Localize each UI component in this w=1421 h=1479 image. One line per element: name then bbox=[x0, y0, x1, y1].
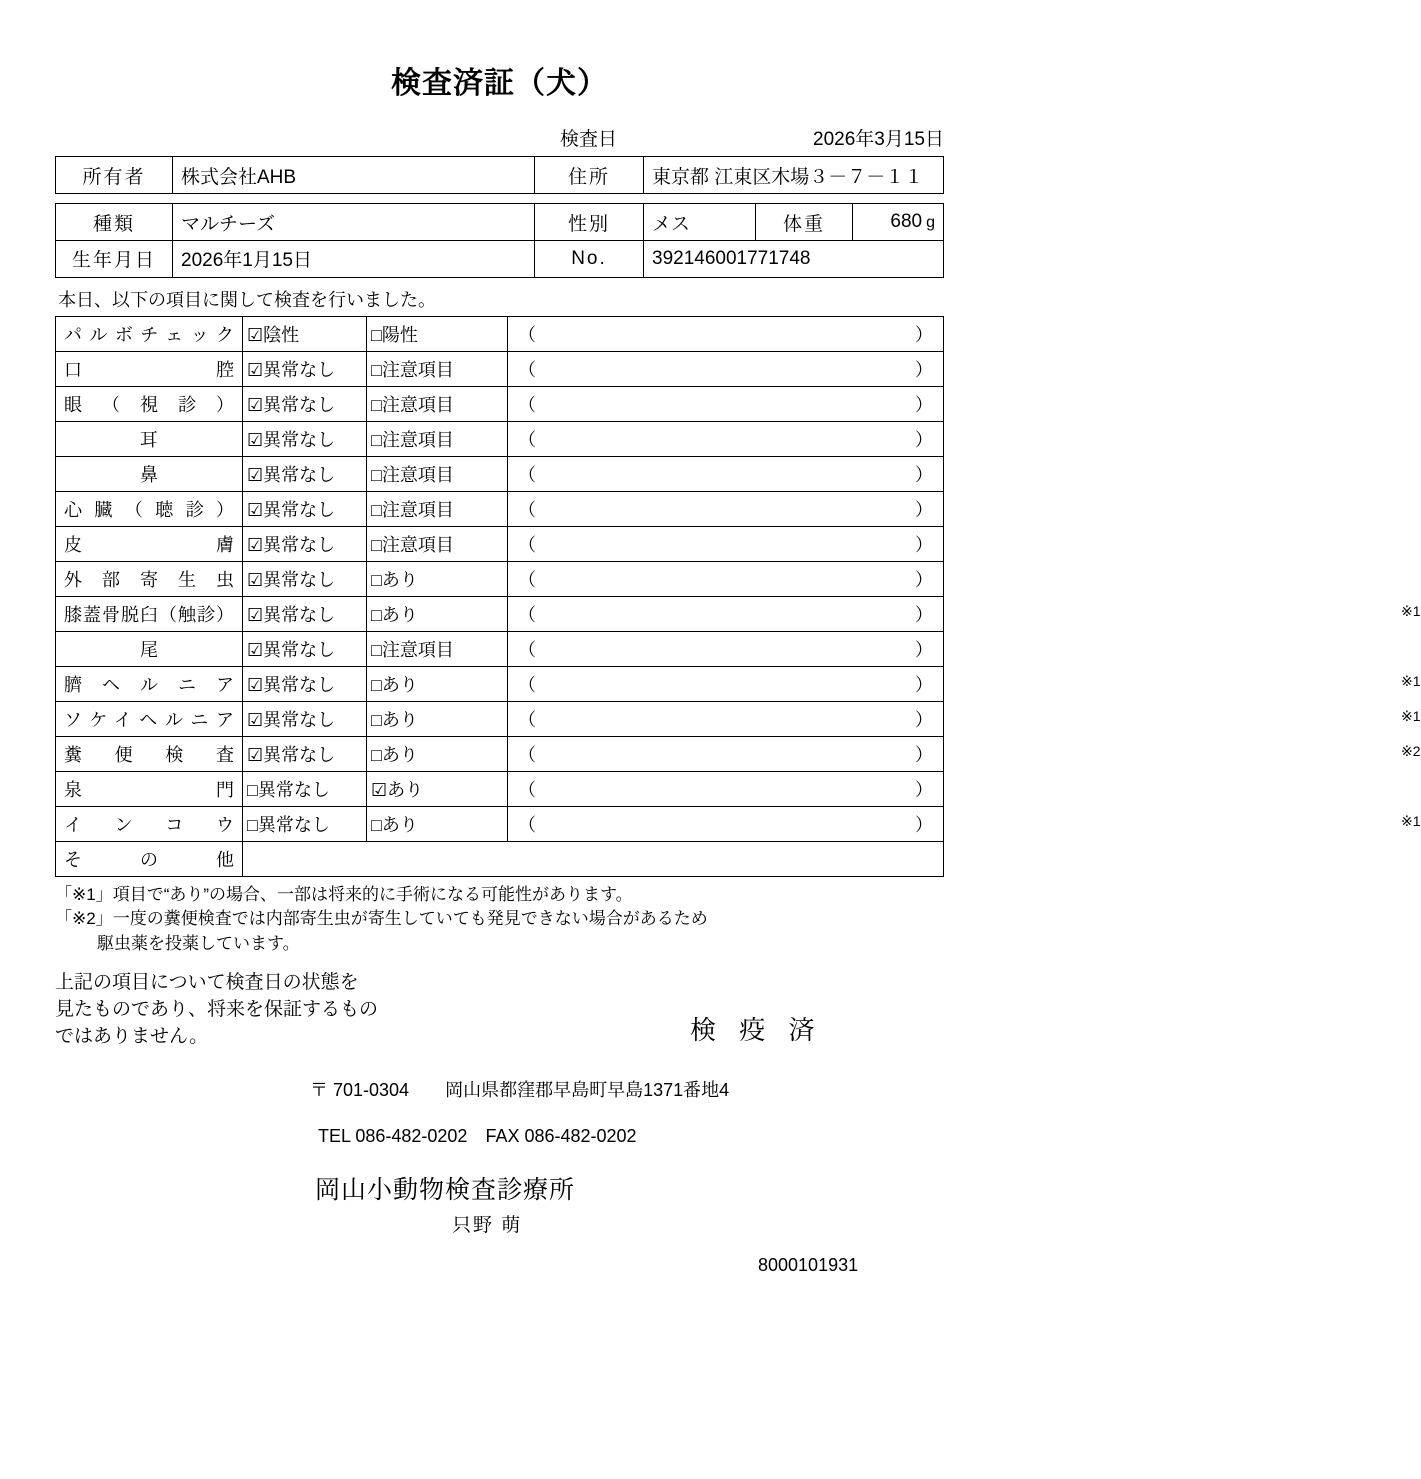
option-a-label: 異常なし bbox=[263, 744, 336, 765]
item-label: 鼻 bbox=[56, 456, 243, 491]
option-a-checkbox[interactable] bbox=[243, 561, 367, 596]
paren-open: （ bbox=[518, 534, 536, 555]
item-label: 眼（視診） bbox=[56, 386, 243, 421]
owner-value: 株式会社AHB bbox=[173, 157, 535, 194]
option-a-label: 異常なし bbox=[263, 464, 336, 485]
option-a-checkbox[interactable] bbox=[243, 771, 367, 806]
remark-field[interactable] bbox=[508, 771, 944, 806]
option-b-checkbox[interactable] bbox=[367, 351, 508, 386]
other-label: その他 bbox=[56, 841, 243, 876]
birth-value: 2026年1月15日 bbox=[173, 240, 535, 277]
option-a-checkbox[interactable] bbox=[243, 631, 367, 666]
option-a-checkbox[interactable] bbox=[243, 596, 367, 631]
clinic-telephone: TEL 086-482-0202 FAX 086-482-0202 bbox=[318, 1126, 637, 1147]
unchecked-box-icon: □ bbox=[371, 394, 382, 415]
checked-box-icon: ☑ bbox=[247, 394, 264, 415]
option-b-checkbox[interactable] bbox=[367, 666, 508, 701]
table-row bbox=[56, 771, 944, 806]
owner-row bbox=[56, 157, 944, 194]
note-marker: ※2 bbox=[1401, 743, 1421, 759]
inspection-date-row bbox=[0, 124, 999, 150]
option-a-label: 陰性 bbox=[263, 324, 300, 345]
checked-box-icon: ☑ bbox=[247, 534, 264, 555]
breed-sex-weight-table bbox=[55, 203, 944, 241]
remark-field[interactable] bbox=[508, 386, 944, 421]
item-label: 耳 bbox=[56, 421, 243, 456]
option-b-checkbox[interactable] bbox=[367, 316, 508, 351]
no-value: 392146001771748 bbox=[644, 240, 944, 277]
option-b-label: 注意項目 bbox=[381, 499, 454, 520]
unchecked-box-icon: □ bbox=[371, 464, 382, 485]
option-a-checkbox[interactable] bbox=[243, 806, 367, 841]
item-label: 心臓（聴診） bbox=[56, 491, 243, 526]
table-row bbox=[56, 806, 944, 841]
remark-field[interactable] bbox=[508, 561, 944, 596]
item-label: 外部寄生虫 bbox=[56, 561, 243, 596]
option-a-checkbox[interactable] bbox=[243, 701, 367, 736]
item-label: 糞便検査 bbox=[56, 736, 243, 771]
paren-close: ） bbox=[915, 639, 933, 660]
option-a-label: 異常なし bbox=[263, 394, 336, 415]
intro-text: 本日、以下の項目に関して検査を行いました。 bbox=[58, 289, 436, 310]
table-row bbox=[56, 386, 944, 421]
item-label: 膝蓋骨脱臼（触診） bbox=[56, 596, 243, 631]
option-a-checkbox[interactable] bbox=[243, 386, 367, 421]
unchecked-box-icon: □ bbox=[371, 639, 382, 660]
paren-close: ） bbox=[915, 569, 933, 590]
unchecked-box-icon: □ bbox=[371, 324, 382, 345]
option-b-label: 陽性 bbox=[381, 324, 418, 345]
unchecked-box-icon: □ bbox=[371, 744, 382, 765]
option-a-checkbox[interactable] bbox=[243, 316, 367, 351]
table-row bbox=[56, 736, 944, 771]
option-a-checkbox[interactable] bbox=[243, 491, 367, 526]
sex-value: メス bbox=[644, 204, 756, 241]
option-b-label: あり bbox=[387, 779, 424, 800]
remark-field[interactable] bbox=[508, 736, 1421, 771]
option-b-label: 注意項目 bbox=[381, 534, 454, 555]
item-label: ソケイヘルニア bbox=[56, 701, 243, 736]
quarantine-stamp: 検 疫 済 bbox=[690, 1015, 823, 1046]
unchecked-box-icon: □ bbox=[371, 674, 382, 695]
disclaimer-line-3: ではありません。 bbox=[55, 1026, 209, 1048]
option-b-checkbox[interactable] bbox=[367, 386, 508, 421]
remark-field[interactable] bbox=[508, 701, 1421, 736]
paren-open: （ bbox=[518, 429, 536, 450]
unchecked-box-icon: □ bbox=[247, 779, 258, 800]
unchecked-box-icon: □ bbox=[371, 499, 382, 520]
option-b-label: 注意項目 bbox=[381, 464, 454, 485]
option-a-label: 異常なし bbox=[263, 674, 336, 695]
option-b-checkbox[interactable] bbox=[367, 561, 508, 596]
serial-number: 8000101931 bbox=[758, 1255, 859, 1276]
option-a-label: 異常なし bbox=[263, 639, 336, 660]
item-label: 皮膚 bbox=[56, 526, 243, 561]
checked-box-icon: ☑ bbox=[247, 359, 264, 380]
table-gap-1 bbox=[55, 194, 944, 203]
paren-open: （ bbox=[518, 674, 536, 695]
footer-block bbox=[0, 970, 999, 1276]
paren-open: （ bbox=[518, 779, 536, 800]
option-a-checkbox[interactable] bbox=[243, 456, 367, 491]
paren-close: ） bbox=[915, 429, 933, 450]
option-a-label: 異常なし bbox=[257, 814, 330, 835]
option-a-label: 異常なし bbox=[263, 359, 336, 380]
option-b-checkbox[interactable] bbox=[367, 771, 508, 806]
option-a-label: 異常なし bbox=[263, 604, 336, 625]
checked-box-icon: ☑ bbox=[247, 639, 264, 660]
unchecked-box-icon: □ bbox=[371, 569, 382, 590]
note-marker: ※1 bbox=[1401, 813, 1421, 829]
doctor-name: 只野 萌 bbox=[452, 1215, 523, 1237]
option-a-checkbox[interactable] bbox=[243, 666, 367, 701]
footnote-2: 「※2」一度の糞便検査では内部寄生虫が寄生していても発見できない場合があるため bbox=[55, 909, 708, 929]
paren-close: ） bbox=[915, 359, 933, 380]
option-a-checkbox[interactable] bbox=[243, 736, 367, 771]
checked-box-icon: ☑ bbox=[247, 744, 264, 765]
option-b-label: 注意項目 bbox=[381, 639, 454, 660]
checked-box-icon: ☑ bbox=[247, 604, 264, 625]
option-b-label: あり bbox=[381, 604, 418, 625]
weight-value: 680 bbox=[890, 211, 923, 232]
table-row bbox=[56, 666, 944, 701]
option-a-label: 異常なし bbox=[263, 429, 336, 450]
item-label: 尾 bbox=[56, 631, 243, 666]
option-a-label: 異常なし bbox=[263, 709, 336, 730]
table-row bbox=[56, 631, 944, 666]
remark-field[interactable] bbox=[508, 806, 1421, 841]
table-row bbox=[56, 526, 944, 561]
disclaimer-line-1: 上記の項目について検査日の状態を bbox=[55, 972, 359, 994]
option-a-label: 異常なし bbox=[257, 779, 330, 800]
paren-open: （ bbox=[518, 464, 536, 485]
checked-box-icon: ☑ bbox=[247, 429, 264, 450]
unchecked-box-icon: □ bbox=[371, 814, 382, 835]
checked-box-icon: ☑ bbox=[247, 674, 264, 695]
option-b-checkbox[interactable] bbox=[367, 806, 508, 841]
checked-box-icon: ☑ bbox=[371, 779, 388, 800]
paren-close: ） bbox=[915, 709, 933, 730]
table-row bbox=[56, 596, 944, 631]
weight-cell bbox=[853, 204, 944, 241]
table-row bbox=[56, 421, 944, 456]
paren-open: （ bbox=[518, 394, 536, 415]
paren-close: ） bbox=[915, 324, 933, 345]
header-tables bbox=[55, 156, 944, 278]
table-row bbox=[56, 351, 944, 386]
paren-close: ） bbox=[915, 779, 933, 800]
note-marker: ※1 bbox=[1401, 673, 1421, 689]
option-b-checkbox[interactable] bbox=[367, 456, 508, 491]
page-title: 検査済証（犬） bbox=[391, 67, 608, 100]
remark-field[interactable] bbox=[508, 666, 1421, 701]
option-b-checkbox[interactable] bbox=[367, 526, 508, 561]
paren-close: ） bbox=[915, 534, 933, 555]
remark-field[interactable] bbox=[508, 351, 944, 386]
paren-close: ） bbox=[915, 604, 933, 625]
paren-close: ） bbox=[915, 464, 933, 485]
remark-field[interactable] bbox=[508, 596, 1421, 631]
remark-field[interactable] bbox=[508, 316, 944, 351]
sex-label: 性別 bbox=[535, 204, 644, 241]
option-a-label: 異常なし bbox=[263, 534, 336, 555]
unchecked-box-icon: □ bbox=[371, 604, 382, 625]
weight-unit: g bbox=[926, 214, 935, 231]
remark-field[interactable] bbox=[508, 456, 944, 491]
disclaimer bbox=[55, 970, 378, 1051]
paren-open: （ bbox=[518, 569, 536, 590]
certificate-page bbox=[0, 58, 1421, 1479]
option-a-checkbox[interactable] bbox=[243, 351, 367, 386]
note-marker: ※1 bbox=[1401, 603, 1421, 619]
option-b-checkbox[interactable] bbox=[367, 701, 508, 736]
item-label: 口腔 bbox=[56, 351, 243, 386]
clinic-address: 〒 701-0304 岡山県都窪郡早島町早島1371番地4 bbox=[310, 1080, 730, 1101]
disclaimer-line-2: 見たものであり、将来を保証するもの bbox=[55, 999, 379, 1021]
unchecked-box-icon: □ bbox=[371, 709, 382, 730]
paren-open: （ bbox=[518, 604, 536, 625]
option-b-label: あり bbox=[381, 814, 418, 835]
unchecked-box-icon: □ bbox=[371, 359, 382, 380]
owner-label: 所有者 bbox=[56, 157, 173, 194]
item-label: 泉門 bbox=[56, 771, 243, 806]
item-label: パルボチェック bbox=[56, 316, 243, 351]
paren-open: （ bbox=[518, 639, 536, 660]
option-b-label: 注意項目 bbox=[381, 394, 454, 415]
birth-label: 生年月日 bbox=[56, 240, 173, 277]
option-b-label: 注意項目 bbox=[381, 429, 454, 450]
paren-close: ） bbox=[915, 674, 933, 695]
note-marker: ※1 bbox=[1401, 708, 1421, 724]
remark-field[interactable] bbox=[508, 491, 944, 526]
inspection-date-label: 検査日 bbox=[560, 129, 618, 150]
paren-open: （ bbox=[518, 324, 536, 345]
option-b-label: あり bbox=[381, 674, 418, 695]
clinic-name: 岡山小動物検査診療所 bbox=[315, 1176, 576, 1205]
footnote-3: 駆虫薬を投薬しています。 bbox=[97, 933, 300, 953]
paren-open: （ bbox=[518, 744, 536, 765]
option-a-label: 異常なし bbox=[263, 569, 336, 590]
paren-open: （ bbox=[518, 814, 536, 835]
paren-open: （ bbox=[518, 709, 536, 730]
owner-table bbox=[55, 156, 944, 194]
paren-close: ） bbox=[915, 499, 933, 520]
breed-value: マルチーズ bbox=[173, 204, 535, 241]
checked-box-icon: ☑ bbox=[247, 499, 264, 520]
checked-box-icon: ☑ bbox=[247, 464, 264, 485]
address-value: 東京都 江東区木場３－７－１１ bbox=[644, 157, 944, 194]
option-b-checkbox[interactable] bbox=[367, 736, 508, 771]
option-b-label: 注意項目 bbox=[381, 359, 454, 380]
option-a-label: 異常なし bbox=[263, 499, 336, 520]
remark-field[interactable] bbox=[508, 631, 944, 666]
checked-box-icon: ☑ bbox=[247, 709, 264, 730]
breed-label: 種類 bbox=[56, 204, 173, 241]
table-row bbox=[56, 456, 944, 491]
paren-open: （ bbox=[518, 499, 536, 520]
footnote-1: 「※1」項目で“あり”の場合、一部は将来的に手術になる可能性があります。 bbox=[55, 884, 633, 904]
option-a-checkbox[interactable] bbox=[243, 526, 367, 561]
table-row bbox=[56, 316, 944, 351]
unchecked-box-icon: □ bbox=[247, 814, 258, 835]
option-b-checkbox[interactable] bbox=[367, 631, 508, 666]
table-row bbox=[56, 561, 944, 596]
no-label: No. bbox=[535, 240, 644, 277]
inspection-date-value: 2026年3月15日 bbox=[813, 129, 944, 150]
breed-row bbox=[56, 204, 944, 241]
paren-close: ） bbox=[915, 744, 933, 765]
address-label: 住所 bbox=[535, 157, 644, 194]
item-label: インコウ bbox=[56, 806, 243, 841]
option-b-checkbox[interactable] bbox=[367, 596, 508, 631]
unchecked-box-icon: □ bbox=[371, 429, 382, 450]
checked-box-icon: ☑ bbox=[247, 324, 264, 345]
paren-open: （ bbox=[518, 359, 536, 380]
inspection-items-table bbox=[55, 316, 1421, 877]
remark-field[interactable] bbox=[508, 526, 944, 561]
table-row bbox=[56, 701, 944, 736]
option-b-label: あり bbox=[381, 744, 418, 765]
weight-label: 体重 bbox=[756, 204, 853, 241]
unchecked-box-icon: □ bbox=[371, 534, 382, 555]
paren-close: ） bbox=[915, 814, 933, 835]
remark-field[interactable] bbox=[508, 421, 944, 456]
other-value[interactable] bbox=[243, 841, 944, 876]
option-a-checkbox[interactable] bbox=[243, 421, 367, 456]
option-b-label: あり bbox=[381, 569, 418, 590]
item-label: 臍ヘルニア bbox=[56, 666, 243, 701]
birth-no-table bbox=[55, 240, 944, 278]
birth-row bbox=[56, 240, 944, 277]
paren-close: ） bbox=[915, 394, 933, 415]
footnotes bbox=[55, 883, 999, 957]
table-row bbox=[56, 491, 944, 526]
checked-box-icon: ☑ bbox=[247, 569, 264, 590]
option-b-label: あり bbox=[381, 709, 418, 730]
option-b-checkbox[interactable] bbox=[367, 491, 508, 526]
items-section bbox=[0, 316, 1421, 877]
table-row bbox=[56, 841, 944, 876]
option-b-checkbox[interactable] bbox=[367, 421, 508, 456]
